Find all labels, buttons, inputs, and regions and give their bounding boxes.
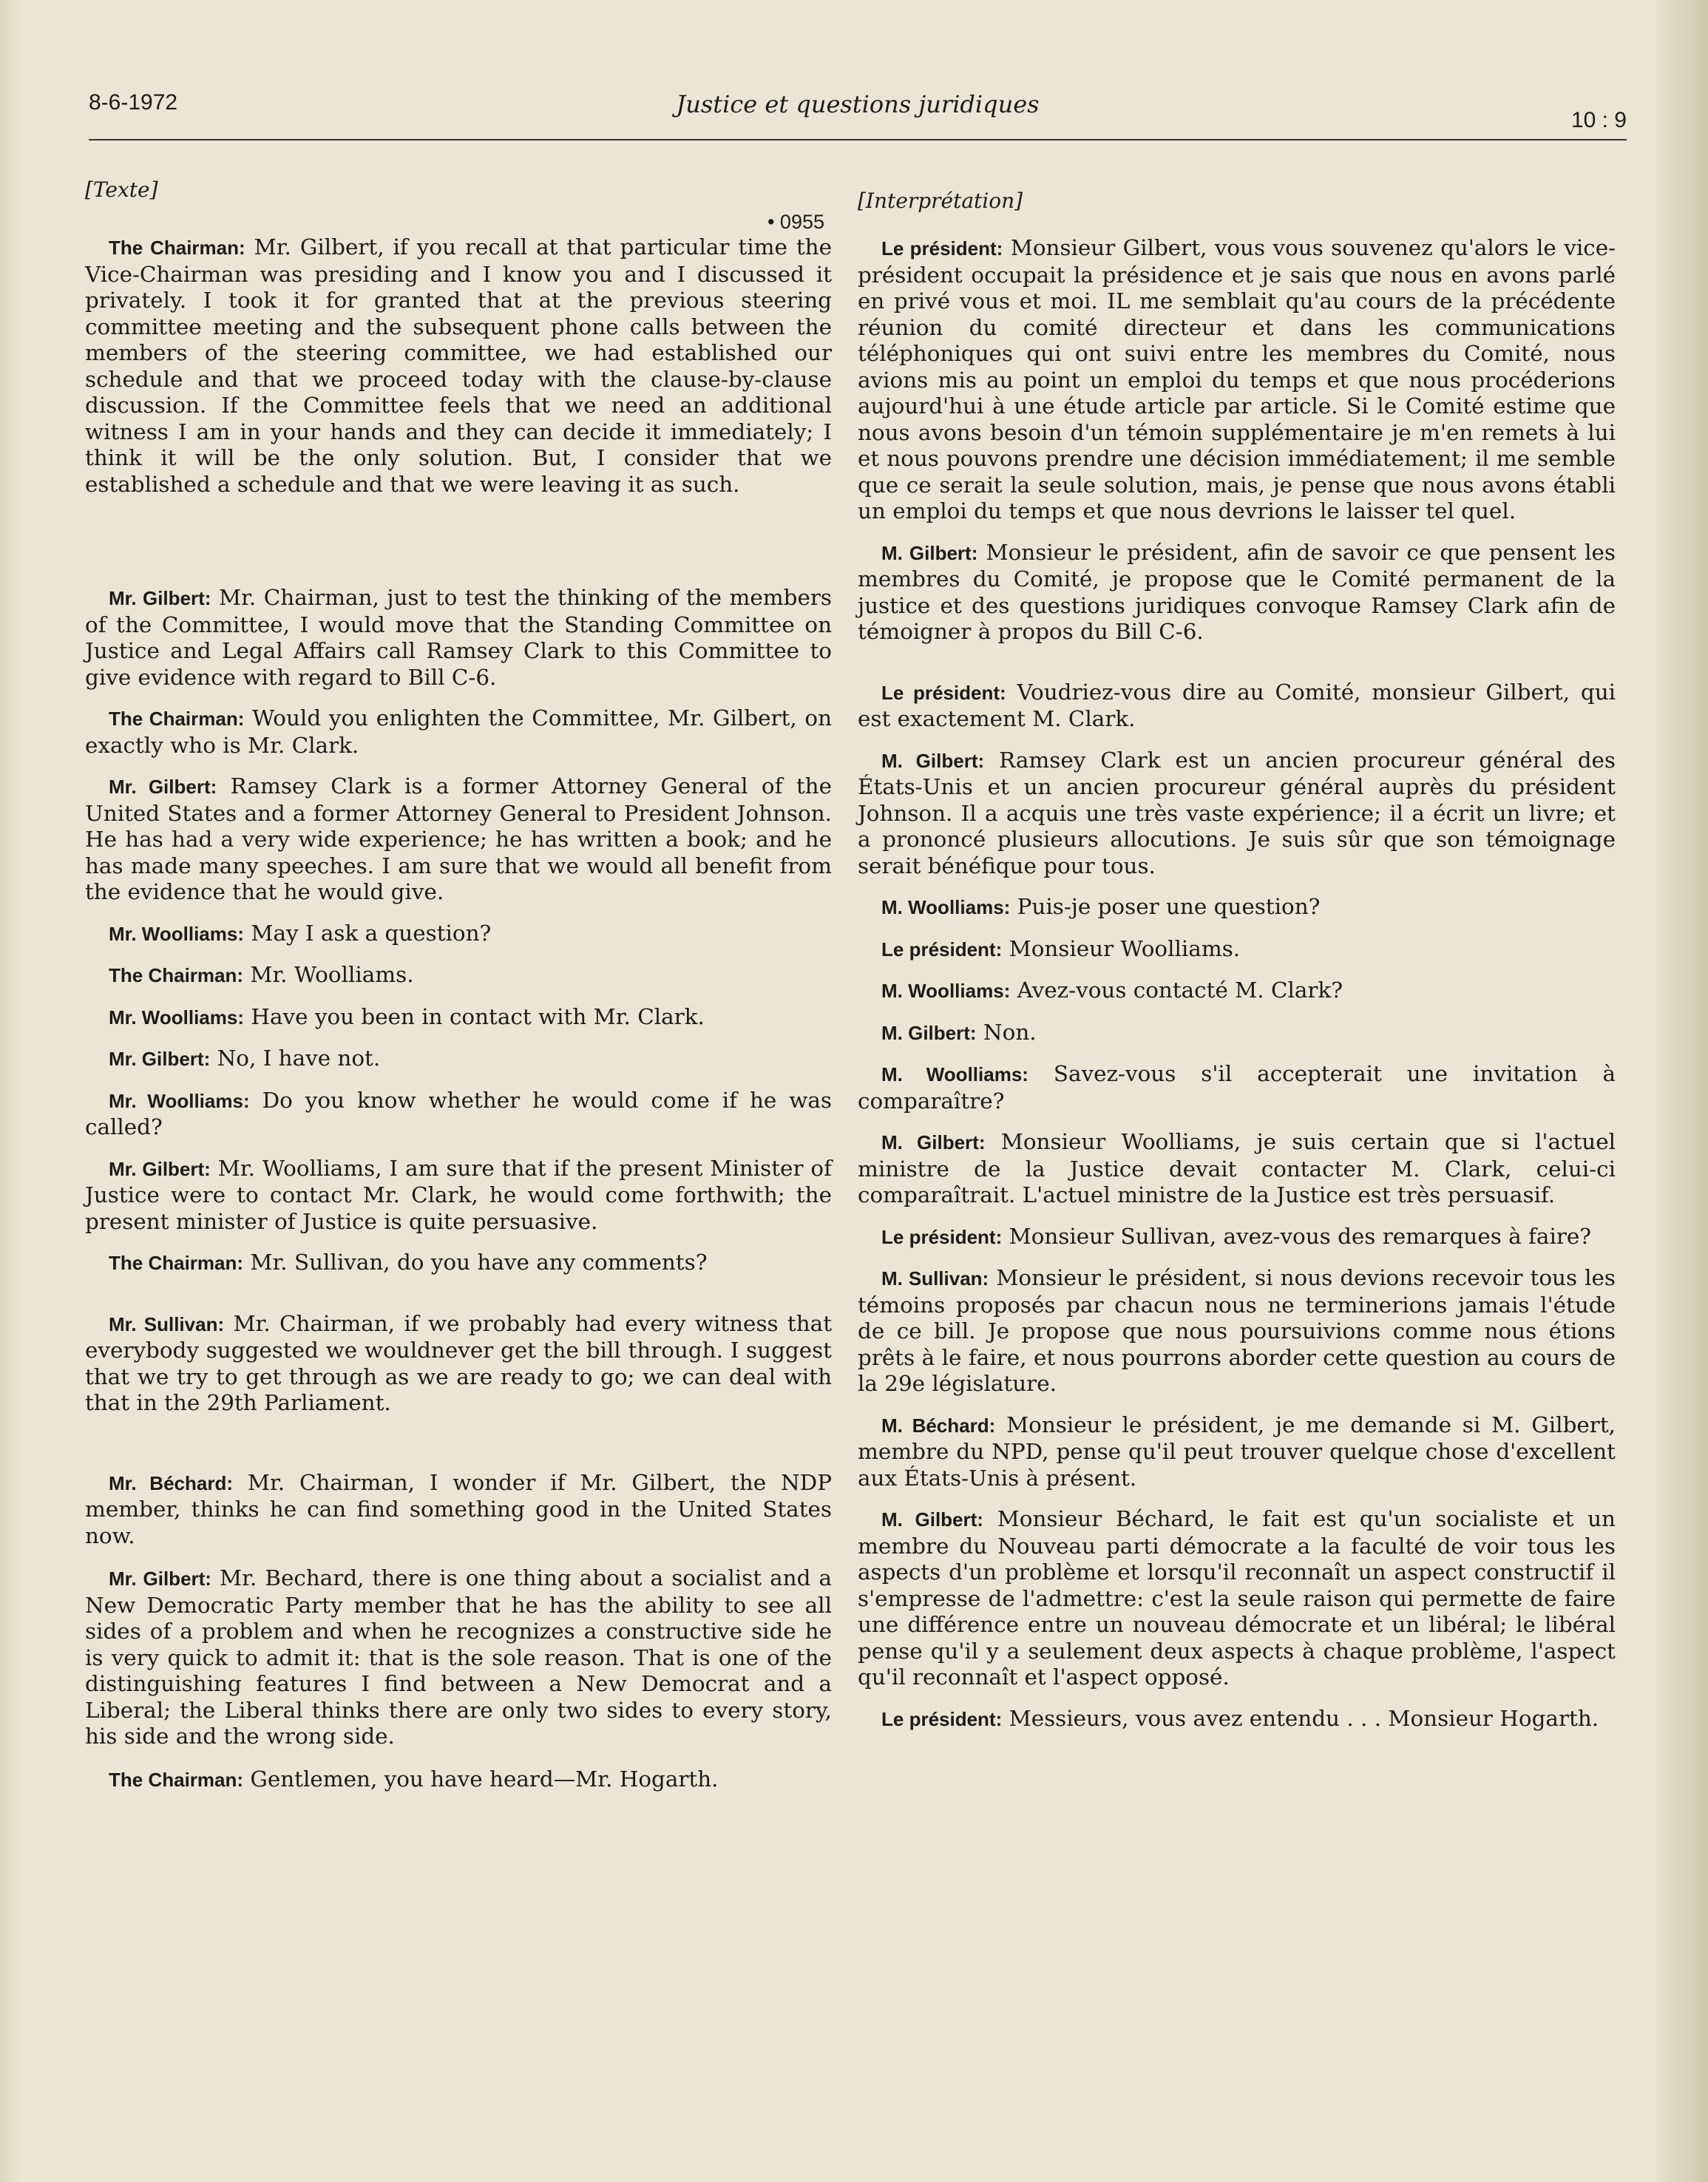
- speaker: Mr. Béchard:: [109, 1471, 233, 1494]
- paragraph: [858, 1706, 1616, 1733]
- paragraph: [85, 585, 832, 691]
- paragraph: [85, 773, 832, 906]
- paragraph: [85, 1088, 832, 1141]
- speech: Savez-vous s'il accepterait une invitation à comparaître?: [858, 1061, 1616, 1114]
- speech: Monsieur Gilbert, vous vous souvenez qu'alors le vice-président occupait la présidence et je sais que nous en avons parlé en privé vous et moi. IL me semblait qu'au cours de la précédente réunion du comité directeur et dans les communications téléphoniques qui ont suivi entre les membres du Comité, nous avions mis au point un emploi du temps et que nous procéderions aujourd'hui à une étude article par article. Si le Comité estime que nous avons besoin d'un témoin supplémentaire je m'en remets à lui et nous pouvons prendre une décision immédiatement; il me semble que ce serait la seule solution, mais, je pense que nous avons établi un emploi du temps et que nous devrions le laisser tel quel.: [858, 235, 1616, 524]
- speech: Mr. Woolliams, I am sure that if the present Minister of Justice were to contact Mr. Clark, he would come forthwith; the present minister of Justice is quite persuasive.: [85, 1155, 832, 1234]
- speaker: The Chairman:: [109, 237, 245, 259]
- speaker: Mr. Gilbert:: [109, 1568, 211, 1590]
- speaker: Le président:: [881, 1225, 1003, 1248]
- speaker: M. Gilbert:: [881, 749, 985, 772]
- speaker: M. Béchard:: [881, 1414, 996, 1437]
- speaker: Le président:: [881, 1707, 1003, 1730]
- speaker: Mr. Gilbert:: [109, 776, 217, 798]
- paragraph: [858, 1412, 1616, 1492]
- speech: Mr. Chairman, I wonder if Mr. Gilbert, the NDP member, thinks he can find something good in the United States now.: [85, 1469, 833, 1548]
- speech: Mr. Chairman, just to test the thinking of the members of the Committee, I would move that the Standing Committee on Justice and Legal Affairs call Ramsey Clark to this Committee to give evidence with regard to Bill C-6.: [85, 585, 832, 690]
- paragraph: [858, 680, 1616, 733]
- speaker: Mr. Gilbert:: [109, 1157, 211, 1180]
- speech: Monsieur le président, afin de savoir ce que pensent les membres du Comité, je propose que le Comité permanent de la justice et des questions juridiques convoque Ramsey Clark afin de témoigner à propos du Bill C-6.: [858, 539, 1616, 644]
- paragraph: [858, 748, 1616, 880]
- paragraph: [858, 1506, 1616, 1691]
- page-edge-left: [0, 0, 22, 2182]
- paragraph: [858, 978, 1616, 1005]
- paragraph: [858, 1061, 1616, 1114]
- speech: Ramsey Clark est un ancien procureur général des États-Unis et un ancien procureur général auprès du président Johnson. Il a acquis une très vaste expérience; il a écrit un livre; et a prononcé plusieurs allocutions. Je suis sûr que son témoignage serait bénéfique pour tous.: [858, 747, 1616, 878]
- speech: Mr. Bechard, there is one thing about a socialist and a New Democratic Party member that he has the ability to see all sides of a problem and when he recognizes a constructive side he is very quick to admit it: that is the sole reason. That is one of the distinguishing features I find between a New Democrat and a Liberal; the Liberal thinks there are only two sides to every story, his side and the wrong side.: [85, 1565, 832, 1749]
- header-title: Justice et questions juridiques: [676, 90, 1040, 118]
- paragraph: [85, 234, 832, 498]
- speaker: The Chairman:: [109, 708, 245, 730]
- speaker: The Chairman:: [109, 964, 244, 986]
- paragraph: [858, 894, 1616, 921]
- speech: Monsieur le président, je me demande si M. Gilbert, membre du NPD, pense qu'il peut trouver quelque chose d'excellent aux États-Unis à présent.: [858, 1412, 1616, 1491]
- speech: Non.: [983, 1019, 1037, 1045]
- paragraph: [85, 1470, 832, 1550]
- speaker: M. Woolliams:: [881, 980, 1011, 1002]
- paragraph: [858, 540, 1616, 646]
- header-page-number: 10 : 9: [1570, 108, 1627, 132]
- speaker: M. Gilbert:: [881, 1131, 986, 1153]
- speaker: Mr. Gilbert:: [109, 587, 211, 609]
- page-header: [89, 87, 1627, 140]
- speech: Have you been in contact with Mr. Clark.: [251, 1003, 705, 1029]
- speech: Mr. Sullivan, do you have any comments?: [250, 1250, 708, 1275]
- speech: May I ask a question?: [251, 920, 492, 946]
- speech: Do you know whether he would come if he was called?: [85, 1087, 833, 1139]
- speaker: M. Gilbert:: [881, 541, 978, 564]
- paragraph: [85, 1156, 832, 1236]
- header-date: 8-6-1972: [89, 90, 178, 115]
- paragraph: [85, 921, 832, 948]
- speaker: Mr. Woolliams:: [109, 1089, 250, 1112]
- paragraph: [858, 1020, 1616, 1047]
- speaker: The Chairman:: [109, 1252, 244, 1274]
- paragraph: [85, 1311, 832, 1417]
- paragraph: [858, 1129, 1616, 1209]
- speech: Messieurs, vous avez entendu . . . Monsieur Hogarth.: [1009, 1705, 1599, 1731]
- paragraph: [85, 1046, 832, 1073]
- paragraph: [858, 1265, 1616, 1397]
- speaker: Le président:: [881, 938, 1003, 960]
- speaker: Mr. Sullivan:: [109, 1312, 225, 1335]
- paragraph: [85, 1004, 832, 1031]
- speech: Would you enlighten the Committee, Mr. Gilbert, on exactly who is Mr. Clark.: [85, 705, 833, 758]
- speech: Mr. Gilbert, if you recall at that particular time the Vice-Chairman was presiding and I know you and I discussed it privately. I took it for granted that at the previous steering committee meeting and the subsequent phone calls between the members of the steering committee, we had established our schedule and that we proceed today with the clause-by-clause discussion. If the Committee feels that we need an additional witness I am in your hands and they can decide it immediately; I think it will be the only solution. But, I consider that we established a schedule and that we were leaving it as such.: [85, 234, 833, 497]
- language-label-texte: [Texte]: [85, 177, 158, 202]
- speaker: The Chairman:: [109, 1768, 244, 1791]
- speaker: Le président:: [881, 237, 1003, 260]
- right-column-french: [858, 189, 1616, 2141]
- speech: Monsieur Woolliams.: [1009, 935, 1241, 961]
- speech: Avez-vous contacté M. Clark?: [1017, 978, 1343, 1003]
- speech: Gentlemen, you have heard—Mr. Hogarth.: [250, 1766, 719, 1792]
- page-edge-right: [1656, 0, 1708, 2182]
- speech: Monsieur Béchard, le fait est qu'un socialiste et un membre du Nouveau parti démocrate a la faculté de voir tous les aspects d'un problème et lorsqu'il reconnaît un aspect constructif il s'empresse de l'admettre: c'est la seule raison qui permette de faire une différence entre un nouveau démocrate et un libéral; le libéral pense qu'il y a seulement deux aspects à chaque problème, l'aspect qu'il reconnaît et l'aspect opposé.: [858, 1506, 1616, 1690]
- speech: Ramsey Clark is a former Attorney General of the United States and a former Attorney General to President Johnson. He has had a very wide experience; he has written a book; and he has made many speeches. I am sure that we would all benefit from the evidence that he would give.: [85, 773, 832, 904]
- paragraph: [85, 1766, 832, 1794]
- speech: No, I have not.: [217, 1046, 381, 1071]
- paragraph: [858, 936, 1616, 963]
- speaker: M. Woolliams:: [881, 896, 1011, 918]
- paragraph: [85, 1250, 832, 1277]
- paragraph: [858, 235, 1616, 525]
- speaker: Le président:: [881, 681, 1006, 704]
- speaker: Mr. Woolliams:: [109, 922, 244, 945]
- paragraph: [85, 705, 832, 759]
- speech: Monsieur le président, si nous devions recevoir tous les témoins proposés par chacun nous ne terminerions jamais l'étude de ce bill. Je propose que nous poursuivions comme nous étions prêts à le faire, et nous pourrons aborder cette question au cours de la 29e législature.: [858, 1265, 1616, 1396]
- speech: Mr. Woolliams.: [250, 962, 414, 987]
- left-column-english: [85, 177, 832, 2130]
- speech: Puis-je poser une question?: [1017, 894, 1321, 919]
- paragraph: [85, 1565, 832, 1750]
- paragraph: [858, 1224, 1616, 1251]
- speech: Voudriez-vous dire au Comité, monsieur Gilbert, qui est exactement M. Clark.: [858, 679, 1616, 731]
- paragraph: [85, 962, 832, 989]
- speaker: M. Gilbert:: [881, 1508, 983, 1531]
- speech: Monsieur Woolliams, je suis certain que si l'actuel ministre de la Justice devait contacter M. Clark, celui-ci comparaîtrait. L'actuel ministre de la Justice est très persuasif.: [858, 1129, 1616, 1207]
- speech: Mr. Chairman, if we probably had every witness that everybody suggested we wouldnever get the bill through. I suggest that we try to get through as we are ready to go; we can deal with that in the 29th Parliament.: [85, 1310, 833, 1415]
- speaker: M. Sullivan:: [881, 1267, 989, 1290]
- speaker: Mr. Woolliams:: [109, 1006, 244, 1029]
- language-label-interpretation: [Interprétation]: [858, 189, 1023, 213]
- speaker: M. Woolliams:: [881, 1063, 1028, 1085]
- speaker: M. Gilbert:: [881, 1021, 977, 1044]
- speaker: Mr. Gilbert:: [109, 1048, 211, 1070]
- speech: Monsieur Sullivan, avez-vous des remarques à faire?: [1009, 1223, 1592, 1249]
- time-marker: • 0955: [767, 211, 824, 233]
